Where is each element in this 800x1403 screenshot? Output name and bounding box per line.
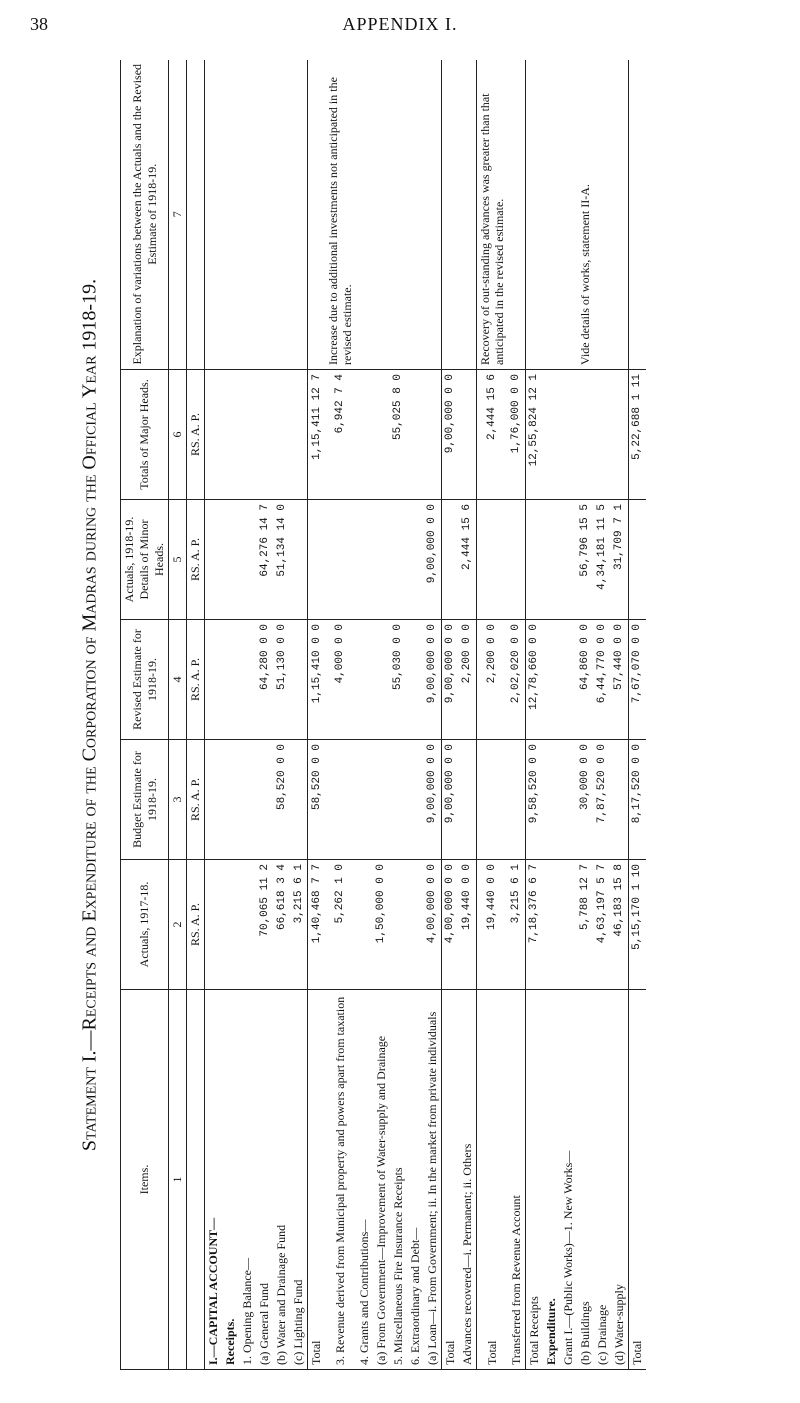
table-row	[205, 60, 223, 1370]
actuals-1917-cell: 1,50,000 0 0	[373, 860, 390, 990]
header-budget: Budget Estimate for 1918-19.	[121, 740, 169, 860]
revised-cell	[356, 620, 373, 740]
item-cell: 4. Grants and Contributions—	[356, 990, 373, 1370]
item-cell: 3. Revenue derived from Municipal property and powers apart from taxation	[325, 990, 356, 1370]
minor-head-cell	[205, 500, 223, 620]
major-head-cell	[459, 370, 477, 500]
minor-head-cell	[290, 500, 308, 620]
explanation-cell	[256, 60, 273, 370]
minor-head-cell	[407, 500, 424, 620]
budget-cell	[611, 740, 629, 860]
actuals-1917-cell: 70,065 11 2	[256, 860, 273, 990]
revised-cell: 6,44,770 0 0	[594, 620, 611, 740]
table-row	[594, 60, 611, 1370]
table-row	[560, 60, 577, 1370]
budget-cell: 58,520 0 0	[273, 740, 290, 860]
explanation-cell	[594, 60, 611, 370]
unit-label: RS. A. P.	[187, 860, 205, 990]
minor-head-cell	[560, 500, 577, 620]
explanation-cell	[628, 60, 646, 370]
table-row	[525, 60, 543, 1370]
budget-cell	[459, 740, 477, 860]
revised-cell: 2,200 0 0	[476, 620, 507, 740]
minor-head-cell: 9,00,000 0 0	[424, 500, 442, 620]
explanation-cell	[356, 60, 373, 370]
header-row	[121, 60, 169, 1370]
revised-cell	[205, 620, 223, 740]
minor-head-cell	[222, 500, 239, 620]
budget-cell: 58,520 0 0	[308, 740, 326, 860]
revised-cell	[543, 620, 560, 740]
item-cell: (b) Water and Drainage Fund	[273, 990, 290, 1370]
table-row	[373, 60, 390, 1370]
budget-cell	[560, 740, 577, 860]
explanation-cell	[441, 60, 459, 370]
minor-head-cell	[543, 500, 560, 620]
item-cell: Total	[628, 990, 646, 1370]
actuals-1917-cell	[239, 860, 256, 990]
actuals-1917-cell: 5,15,170 1 10	[628, 860, 646, 990]
explanation-cell	[273, 60, 290, 370]
major-head-cell: 6,942 7 4	[325, 370, 356, 500]
major-head-cell: 55,025 8 0	[390, 370, 407, 500]
col-number-2: 2	[169, 860, 187, 990]
minor-head-cell	[308, 500, 326, 620]
actuals-1917-cell: 46,183 15 8	[611, 860, 629, 990]
major-head-cell	[222, 370, 239, 500]
explanation-cell	[407, 60, 424, 370]
table-row	[290, 60, 308, 1370]
item-cell: (b) Buildings	[577, 990, 594, 1370]
actuals-1917-cell: 5,262 1 0	[325, 860, 356, 990]
explanation-cell: Recovery of out-standing advances was greater than that anticipated in the revised estimate.	[476, 60, 507, 370]
revised-cell	[560, 620, 577, 740]
unit-label: RS. A. P.	[187, 370, 205, 500]
revised-cell	[290, 620, 308, 740]
col-number-5: 5	[169, 500, 187, 620]
item-cell: 6. Extraordinary and Debt—	[407, 990, 424, 1370]
revised-cell	[222, 620, 239, 740]
actuals-1917-cell	[222, 860, 239, 990]
explanation-cell	[390, 60, 407, 370]
item-cell: Total	[308, 990, 326, 1370]
table-row	[407, 60, 424, 1370]
unit-label: RS. A. P.	[187, 620, 205, 740]
explanation-cell	[543, 60, 560, 370]
actuals-1917-cell: 5,788 12 7	[577, 860, 594, 990]
major-head-cell: 5,22,688 1 11	[628, 370, 646, 500]
minor-head-cell: 51,134 14 0	[273, 500, 290, 620]
budget-cell	[407, 740, 424, 860]
item-cell: Total	[441, 990, 459, 1370]
rotated-table-wrap	[120, 60, 770, 1370]
actuals-1917-cell: 19,440 0 0	[459, 860, 477, 990]
major-head-cell	[239, 370, 256, 500]
budget-cell	[373, 740, 390, 860]
actuals-1917-cell: 3,215 6 1	[290, 860, 308, 990]
minor-head-cell	[628, 500, 646, 620]
budget-cell	[256, 740, 273, 860]
budget-cell: 9,00,000 0 0	[441, 740, 459, 860]
major-head-cell	[611, 370, 629, 500]
budget-cell: 7,87,520 0 0	[594, 740, 611, 860]
table-row	[476, 60, 507, 1370]
minor-head-cell	[390, 500, 407, 620]
table-row	[390, 60, 407, 1370]
explanation-cell: Increase due to additional investments not anticipated in the revised estimate.	[325, 60, 356, 370]
minor-head-cell	[239, 500, 256, 620]
major-head-cell: 12,55,824 12 1	[525, 370, 543, 500]
major-head-cell	[290, 370, 308, 500]
table-row	[441, 60, 459, 1370]
explanation-cell	[611, 60, 629, 370]
item-cell: (c) Lighting Fund	[290, 990, 308, 1370]
major-head-cell: 1,15,411 12 7	[308, 370, 326, 500]
minor-head-cell: 4,34,181 11 5	[594, 500, 611, 620]
budget-cell	[508, 740, 526, 860]
actuals-1917-cell	[356, 860, 373, 990]
actuals-1917-cell: 7,18,376 6 7	[525, 860, 543, 990]
explanation-cell	[560, 60, 577, 370]
col-number-3: 3	[169, 740, 187, 860]
table-row	[308, 60, 326, 1370]
actuals-1917-cell: 4,00,000 0 0	[441, 860, 459, 990]
explanation-cell: Vide details of works, statement II-A.	[577, 60, 594, 370]
header-actuals-1918: Actuals, 1918-19.	[122, 516, 136, 603]
unit-row	[187, 60, 205, 1370]
unit-label: RS. A. P.	[187, 500, 205, 620]
minor-head-cell	[508, 500, 526, 620]
item-cell: Transferred from Revenue Account	[508, 990, 526, 1370]
major-head-cell: 2,444 15 6	[476, 370, 507, 500]
budget-cell: 9,00,000 0 0	[424, 740, 442, 860]
item-cell: 5. Miscellaneous Fire Insurance Receipts	[390, 990, 407, 1370]
table-row	[577, 60, 594, 1370]
budget-cell	[325, 740, 356, 860]
actuals-1917-cell: 19,440 0 0	[476, 860, 507, 990]
header-minor	[121, 500, 169, 620]
minor-head-cell: 64,276 14 7	[256, 500, 273, 620]
item-cell: (c) Drainage	[594, 990, 611, 1370]
col-number-7: 7	[169, 60, 187, 370]
actuals-1917-cell	[560, 860, 577, 990]
major-head-cell	[356, 370, 373, 500]
col-number-6: 6	[169, 370, 187, 500]
header-major: Totals of Major Heads.	[121, 370, 169, 500]
major-head-cell	[424, 370, 442, 500]
actuals-1917-cell: 4,63,197 5 7	[594, 860, 611, 990]
major-head-cell: 9,00,000 0 0	[441, 370, 459, 500]
table-row	[325, 60, 356, 1370]
major-head-cell	[407, 370, 424, 500]
actuals-1917-cell: 1,40,468 7 7	[308, 860, 326, 990]
explanation-cell	[525, 60, 543, 370]
major-head-cell	[577, 370, 594, 500]
item-cell: Grant I.—(Public Works)—1. New Works—	[560, 990, 577, 1370]
minor-head-cell: 2,444 15 6	[459, 500, 477, 620]
revised-cell: 1,15,410 0 0	[308, 620, 326, 740]
item-cell: (a) From Government—Improvement of Water-supply and Drainage	[373, 990, 390, 1370]
budget-cell: 30,000 0 0	[577, 740, 594, 860]
budget-cell	[543, 740, 560, 860]
revised-cell	[373, 620, 390, 740]
table-row	[628, 60, 646, 1370]
budget-cell: 9,58,520 0 0	[525, 740, 543, 860]
actuals-1917-cell	[205, 860, 223, 990]
budget-cell	[476, 740, 507, 860]
minor-head-cell: 56,796 15 5	[577, 500, 594, 620]
unit-label: RS. A. P.	[187, 740, 205, 860]
table-row	[459, 60, 477, 1370]
table-row	[222, 60, 239, 1370]
revised-cell: 2,200 0 0	[459, 620, 477, 740]
major-head-cell	[273, 370, 290, 500]
table-row	[239, 60, 256, 1370]
budget-cell	[205, 740, 223, 860]
header-actuals-1917: Actuals, 1917-18.	[121, 860, 169, 990]
item-cell: Receipts.	[222, 990, 239, 1370]
minor-head-cell	[356, 500, 373, 620]
running-head: APPENDIX I.	[342, 14, 458, 34]
table-row	[424, 60, 442, 1370]
table-row	[256, 60, 273, 1370]
item-cell: (a) Loan—i. From Government; ii. In the market from private individuals	[424, 990, 442, 1370]
revised-cell: 9,00,000 0 0	[441, 620, 459, 740]
major-head-cell	[205, 370, 223, 500]
table-body	[205, 60, 646, 1370]
explanation-cell	[222, 60, 239, 370]
minor-head-cell	[441, 500, 459, 620]
actuals-1917-cell: 66,618 3 4	[273, 860, 290, 990]
major-head-cell	[560, 370, 577, 500]
header-minor-label: Details of Minor Heads.	[137, 519, 166, 600]
budget-cell	[356, 740, 373, 860]
col-number-1: 1	[169, 990, 187, 1370]
major-head-cell	[256, 370, 273, 500]
item-cell: Total Receipts	[525, 990, 543, 1370]
major-head-cell	[543, 370, 560, 500]
major-head-cell	[594, 370, 611, 500]
header-items: Items.	[121, 990, 169, 1370]
explanation-cell	[459, 60, 477, 370]
actuals-1917-cell	[407, 860, 424, 990]
revised-cell: 2,02,020 0 0	[508, 620, 526, 740]
item-cell: Advances recovered—i. Permanent; ii. Others	[459, 990, 477, 1370]
revised-cell	[239, 620, 256, 740]
item-cell: I.—CAPITAL ACCOUNT—	[205, 990, 223, 1370]
explanation-cell	[290, 60, 308, 370]
table-row	[356, 60, 373, 1370]
revised-cell: 12,78,660 0 0	[525, 620, 543, 740]
explanation-cell	[508, 60, 526, 370]
minor-head-cell	[325, 500, 356, 620]
minor-head-cell: 31,709 7 1	[611, 500, 629, 620]
minor-head-cell	[525, 500, 543, 620]
revised-cell: 64,860 0 0	[577, 620, 594, 740]
item-cell: 1. Opening Balance—	[239, 990, 256, 1370]
explanation-cell	[373, 60, 390, 370]
explanation-cell	[424, 60, 442, 370]
revised-cell: 57,440 0 0	[611, 620, 629, 740]
budget-cell	[222, 740, 239, 860]
item-cell: (d) Water-supply	[611, 990, 629, 1370]
major-head-cell: 1,76,000 0 0	[508, 370, 526, 500]
item-cell: Total	[476, 990, 507, 1370]
header-explanation: Explanation of variations between the Actuals and the Revised Estimate of 1918-19.	[121, 60, 169, 370]
revised-cell: 51,130 0 0	[273, 620, 290, 740]
minor-head-cell	[373, 500, 390, 620]
budget-cell	[290, 740, 308, 860]
actuals-1917-cell: 4,00,000 0 0	[424, 860, 442, 990]
header-number-row	[169, 60, 187, 1370]
statement-title: Statement I.—Receipts and Expenditure of the Corporation of Madras during the Official Year 1918-19.	[78, 278, 101, 1152]
statement-table	[120, 60, 646, 1370]
revised-cell: 4,000 0 0	[325, 620, 356, 740]
revised-cell: 64,280 0 0	[256, 620, 273, 740]
budget-cell	[239, 740, 256, 860]
table-row	[508, 60, 526, 1370]
explanation-cell	[239, 60, 256, 370]
minor-head-cell	[476, 500, 507, 620]
explanation-cell	[205, 60, 223, 370]
explanation-cell	[308, 60, 326, 370]
revised-cell	[407, 620, 424, 740]
actuals-1917-cell	[390, 860, 407, 990]
page-number: 38	[30, 14, 48, 34]
header-revised: Revised Estimate for 1918-19.	[121, 620, 169, 740]
revised-cell: 55,030 0 0	[390, 620, 407, 740]
budget-cell	[390, 740, 407, 860]
revised-cell: 9,00,000 0 0	[424, 620, 442, 740]
item-cell: Expenditure.	[543, 990, 560, 1370]
rotated-table	[120, 60, 770, 1370]
major-head-cell	[373, 370, 390, 500]
statement-title-wrap	[60, 60, 120, 1370]
revised-cell: 7,67,070 0 0	[628, 620, 646, 740]
item-cell: (a) General Fund	[256, 990, 273, 1370]
table-row	[543, 60, 560, 1370]
actuals-1917-cell: 3,215 6 1	[508, 860, 526, 990]
actuals-1917-cell	[543, 860, 560, 990]
table-row	[273, 60, 290, 1370]
table-row	[611, 60, 629, 1370]
budget-cell: 8,17,520 0 0	[628, 740, 646, 860]
col-number-4: 4	[169, 620, 187, 740]
